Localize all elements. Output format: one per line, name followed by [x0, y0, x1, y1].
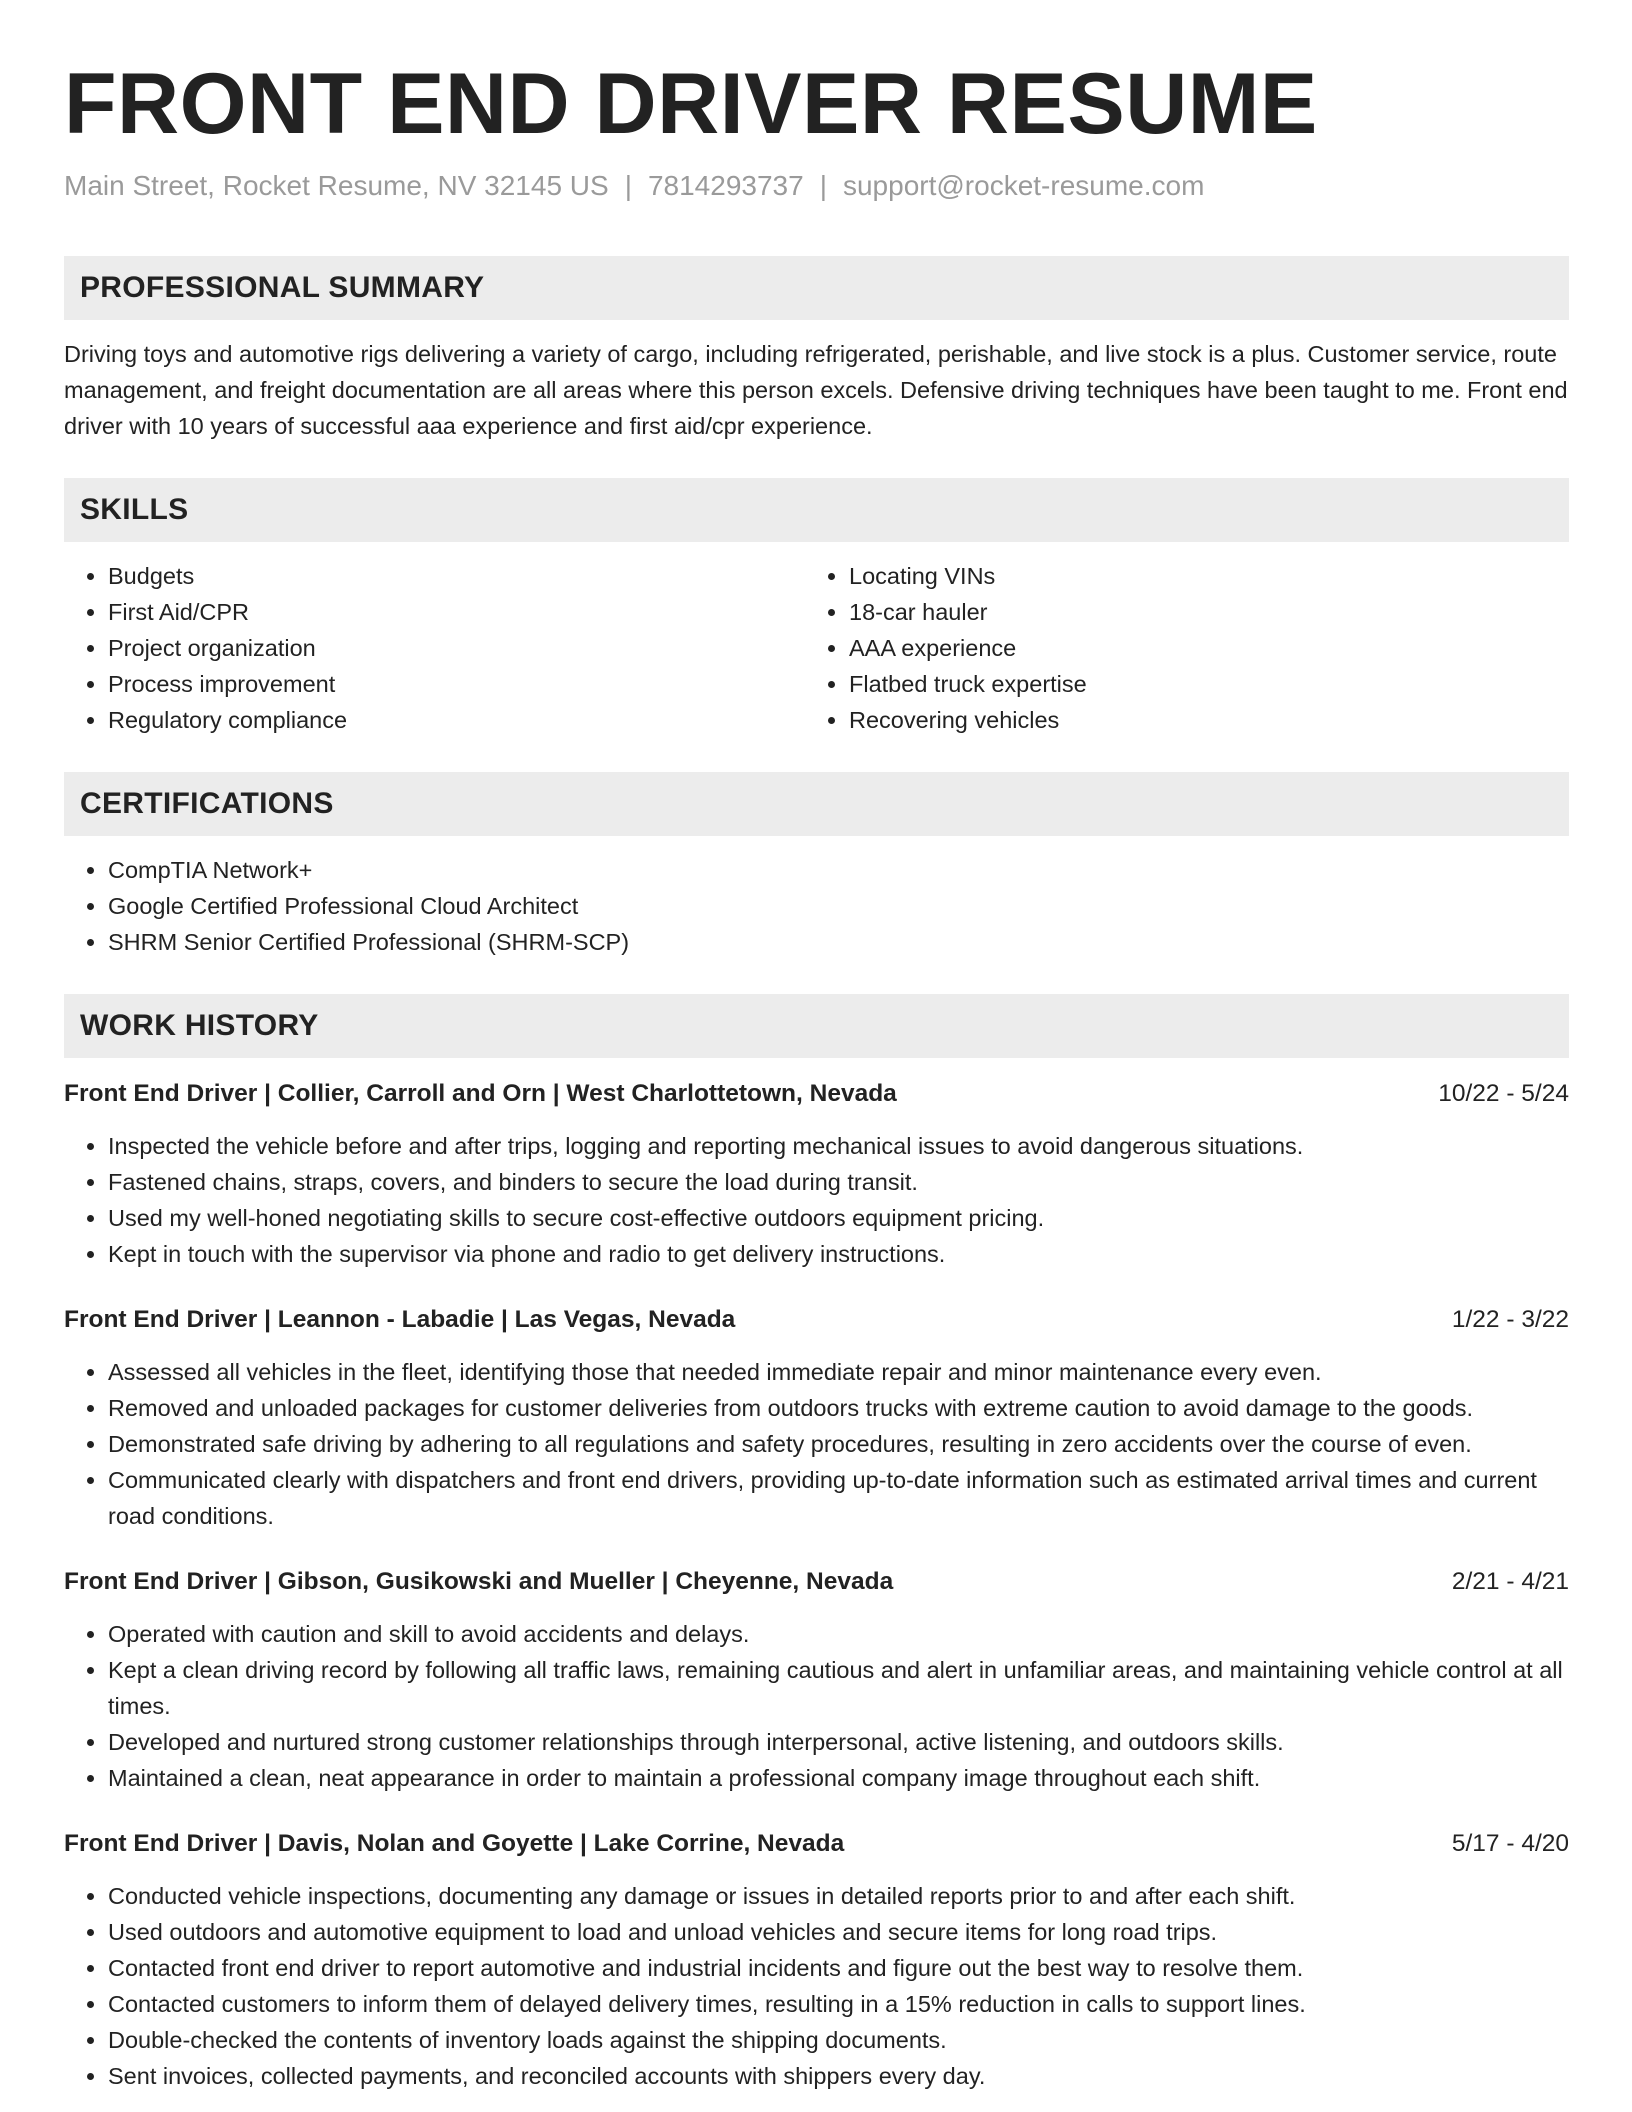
skill-item: • AAA experience [849, 630, 1546, 666]
skill-item: • First Aid/CPR [108, 594, 805, 630]
certifications-heading: CERTIFICATIONS [64, 772, 1569, 836]
job-title: Front End Driver | Leannon - Labadie | Las Vegas, Nevada [64, 1306, 736, 1333]
job-bullet: • Developed and nurtured strong customer relationships through interpersonal, active listening, and outdoors skills. [108, 1724, 1569, 1760]
job-header [64, 1564, 1569, 1600]
summary-heading: PROFESSIONAL SUMMARY [64, 256, 1569, 320]
certifications-list [64, 852, 1569, 960]
certification-item: • SHRM Senior Certified Professional (SHRM-SCP) [108, 924, 1569, 960]
job-bullet: • Kept a clean driving record by following all traffic laws, remaining cautious and alert in unfamiliar areas, and maintaining vehicle control at all times. [108, 1652, 1569, 1724]
job-entry [64, 1826, 1569, 2094]
job-entry [64, 1076, 1569, 1272]
contact-separator: | [819, 170, 827, 201]
job-header [64, 1826, 1569, 1862]
contact-separator: | [624, 170, 632, 201]
skill-item: • Project organization [108, 630, 805, 666]
summary-text: Driving toys and automotive rigs delivering a variety of cargo, including refrigerated, perishable, and live stock is a plus. Customer service, route management, and freight documentation are all areas where this person excels. Defensive driving techniques have been taught to me. Front end driver with 10 years of successful aaa experience and first aid/cpr experience. [64, 341, 1568, 439]
job-entry [64, 1302, 1569, 1534]
skills-heading: SKILLS [64, 478, 1569, 542]
job-dates: 2/21 - 4/21 [1451, 1568, 1569, 1595]
job-bullet: • Demonstrated safe driving by adhering to all regulations and safety procedures, resulting in zero accidents over the course of even. [108, 1426, 1569, 1462]
contact-phone: 7814293737 [647, 170, 804, 201]
job-bullets [64, 1128, 1569, 1272]
contact-address: Main Street, Rocket Resume, NV 32145 US [64, 170, 609, 201]
job-bullet: • Contacted customers to inform them of delayed delivery times, resulting in a 15% reduction in calls to support lines. [108, 1986, 1569, 2022]
certification-item: • Google Certified Professional Cloud Architect [108, 888, 1569, 924]
job-bullet: • Double-checked the contents of inventory loads against the shipping documents. [108, 2022, 1569, 2058]
job-title: Front End Driver | Collier, Carroll and Orn | West Charlottetown, Nevada [64, 1080, 897, 1107]
job-bullet: • Communicated clearly with dispatchers and front end drivers, providing up-to-date information such as estimated arrival times and current road conditions. [108, 1462, 1569, 1534]
certifications-section [64, 772, 1569, 960]
job-entry [64, 1564, 1569, 1796]
job-bullet: • Assessed all vehicles in the fleet, identifying those that needed immediate repair and minor maintenance every even. [108, 1354, 1569, 1390]
summary-section [64, 256, 1569, 444]
skills-column-right [805, 558, 1546, 738]
job-dates: 5/17 - 4/20 [1451, 1830, 1569, 1857]
job-bullet: • Fastened chains, straps, covers, and binders to secure the load during transit. [108, 1164, 1569, 1200]
job-bullet: • Conducted vehicle inspections, documenting any damage or issues in detailed reports prior to and after each shift. [108, 1878, 1569, 1914]
skills-section [64, 478, 1569, 738]
job-bullet: • Maintained a clean, neat appearance in order to maintain a professional company image throughout each shift. [108, 1760, 1569, 1796]
certification-item: • CompTIA Network+ [108, 852, 1569, 888]
job-bullet: • Used outdoors and automotive equipment to load and unload vehicles and secure items for long road trips. [108, 1914, 1569, 1950]
work-history-heading: WORK HISTORY [64, 994, 1569, 1058]
skill-item: • Regulatory compliance [108, 702, 805, 738]
job-header [64, 1302, 1569, 1338]
work-history-section [64, 994, 1569, 2094]
job-bullet: • Used my well-honed negotiating skills to secure cost-effective outdoors equipment pricing. [108, 1200, 1569, 1236]
skill-item: • 18-car hauler [849, 594, 1546, 630]
job-bullet: • Kept in touch with the supervisor via phone and radio to get delivery instructions. [108, 1236, 1569, 1272]
skills-columns [64, 558, 1569, 738]
skill-item: • Process improvement [108, 666, 805, 702]
job-title: Front End Driver | Davis, Nolan and Goyette | Lake Corrine, Nevada [64, 1830, 845, 1857]
job-dates: 1/22 - 3/22 [1451, 1306, 1569, 1333]
job-bullet: • Sent invoices, collected payments, and reconciled accounts with shippers every day. [108, 2058, 1569, 2094]
skills-list-left [64, 558, 805, 738]
skill-item: • Recovering vehicles [849, 702, 1546, 738]
job-header [64, 1076, 1569, 1112]
job-bullets [64, 1878, 1569, 2094]
skills-column-left [64, 558, 805, 738]
job-bullet: • Removed and unloaded packages for customer deliveries from outdoors trucks with extreme caution to avoid damage to the goods. [108, 1390, 1569, 1426]
job-bullet: • Inspected the vehicle before and after trips, logging and reporting mechanical issues to avoid dangerous situations. [108, 1128, 1569, 1164]
contact-email: support@rocket-resume.com [842, 170, 1205, 201]
contact-line [64, 168, 1569, 204]
job-title: Front End Driver | Gibson, Gusikowski and Mueller | Cheyenne, Nevada [64, 1568, 894, 1595]
job-bullets [64, 1354, 1569, 1534]
skills-list-right [805, 558, 1546, 738]
resume-title: FRONT END DRIVER RESUME [64, 56, 1318, 152]
jobs-container [64, 1076, 1569, 2094]
skill-item: • Flatbed truck expertise [849, 666, 1546, 702]
job-bullet: • Contacted front end driver to report automotive and industrial incidents and figure out the best way to resolve them. [108, 1950, 1569, 1986]
job-dates: 10/22 - 5/24 [1438, 1080, 1569, 1107]
job-bullet: • Operated with caution and skill to avoid accidents and delays. [108, 1616, 1569, 1652]
job-bullets [64, 1616, 1569, 1796]
skill-item: • Locating VINs [849, 558, 1546, 594]
skill-item: • Budgets [108, 558, 805, 594]
